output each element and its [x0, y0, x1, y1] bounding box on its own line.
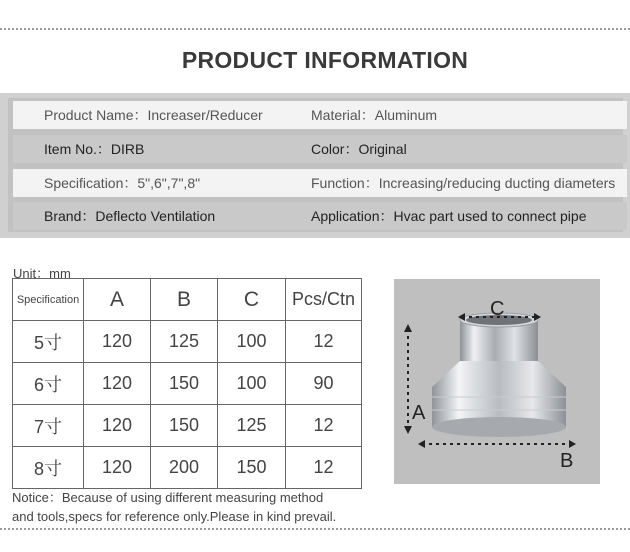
large-collar-bottom	[432, 417, 566, 437]
table-cell: 125	[151, 321, 218, 363]
table-header-row	[13, 279, 362, 321]
info-row	[13, 135, 627, 163]
header-c: C	[218, 279, 286, 321]
table-cell: 5寸	[13, 321, 84, 363]
table-cell: 12	[286, 405, 362, 447]
spec-table	[12, 278, 362, 489]
table-cell: 120	[84, 447, 151, 489]
header-specification: Specification	[13, 279, 84, 321]
table-cell: 12	[286, 321, 362, 363]
table-cell: 7寸	[13, 405, 84, 447]
table-row	[13, 447, 362, 489]
application-text: Application：Hvac part used to connect pipe	[311, 208, 587, 224]
table-cell: 100	[218, 363, 286, 405]
table-cell: 120	[84, 405, 151, 447]
product-info-panel	[0, 93, 630, 238]
table-cell: 8寸	[13, 447, 84, 489]
bottom-dotted-divider	[0, 528, 630, 530]
color-text: Color：Original	[311, 141, 407, 157]
page-title: PRODUCT INFORMATION	[181, 47, 469, 73]
top-dotted-divider	[0, 28, 630, 30]
table-cell: 200	[151, 447, 218, 489]
product-photo	[394, 279, 600, 484]
dimension-b-label: B	[560, 450, 574, 472]
item-no-text: Item No.：DIRB	[44, 141, 145, 157]
notice-text	[12, 488, 336, 526]
dimension-c-label: C	[490, 298, 505, 320]
info-row	[13, 202, 627, 230]
product-name-text: Product Name：Increaser/Reducer	[44, 107, 263, 123]
material-text: Material：Aluminum	[311, 107, 438, 123]
table-cell: 100	[218, 321, 286, 363]
table-cell: 150	[218, 447, 286, 489]
info-row	[13, 169, 627, 197]
dimension-a-label: A	[412, 402, 426, 424]
table-cell: 120	[84, 363, 151, 405]
header-b: B	[151, 279, 218, 321]
notice-line-1: Notice：Because of using different measuring method	[12, 490, 324, 505]
specification-text: Specification：5",6",7",8"	[44, 175, 201, 191]
header-a: A	[84, 279, 151, 321]
reducer-illustration	[394, 279, 600, 484]
info-row	[13, 101, 627, 129]
header-pcs-ctn: Pcs/Ctn	[286, 279, 362, 321]
table-cell: 120	[84, 321, 151, 363]
table-row	[13, 405, 362, 447]
product-info-inner	[8, 98, 623, 232]
table-row	[13, 321, 362, 363]
table-cell: 12	[286, 447, 362, 489]
table-cell: 150	[151, 405, 218, 447]
brand-text: Brand：Deflecto Ventilation	[44, 208, 216, 224]
function-text: Function：Increasing/reducing ducting diameters	[311, 175, 616, 191]
table-cell: 90	[286, 363, 362, 405]
table-row	[13, 363, 362, 405]
unit-label: Unit：mm	[13, 266, 71, 281]
notice-line-2: and tools,specs for reference only.Please in kind prevail.	[12, 509, 337, 524]
table-cell: 125	[218, 405, 286, 447]
table-cell: 150	[151, 363, 218, 405]
cone-section	[432, 361, 566, 387]
table-cell: 6寸	[13, 363, 84, 405]
